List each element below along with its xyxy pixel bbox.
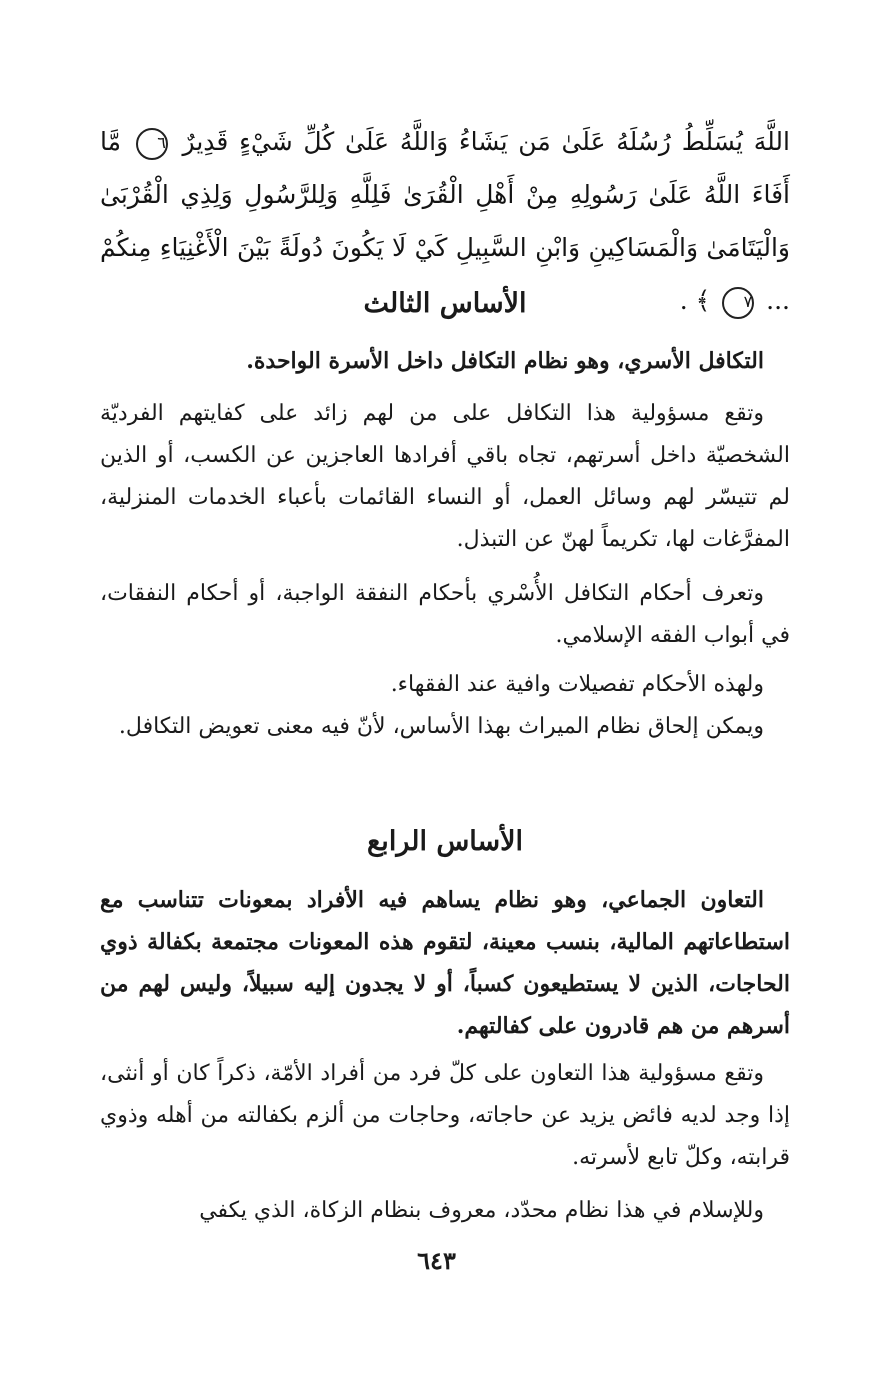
paragraph: وللإسلام في هذا نظام محدّد، معروف بنظام الزكاة، الذي يكفي: [199, 1198, 764, 1223]
verse-text-2: مَّا أَفَاءَ اللَّهُ عَلَىٰ رَسُولِهِ مِنْ أَهْلِ الْقُرَىٰ فَلِلَّهِ وَلِلرَّسُولِ وَلِذِي الْقُرْبَىٰ وَالْيَتَامَىٰ وَالْمَسَاكِينِ وَابْنِ السَّبِيلِ كَيْ لَا يَكُونَ دُولَةً بَيْنَ الْأَغْنِيَاءِ مِنكُمْ ...: [100, 127, 790, 315]
verse-text-1: اللَّهَ يُسَلِّطُ رُسُلَهُ عَلَىٰ مَن يَشَاءُ وَاللَّهُ عَلَىٰ كُلِّ شَيْءٍ قَدِيرٌ: [182, 127, 790, 156]
paragraph: ويمكن إلحاق نظام الميراث بهذا الأساس، لأنّ فيه معنى تعويض التكافل.: [118, 714, 764, 739]
paragraph: ولهذه الأحكام تفصيلات وافية عند الفقهاء.: [390, 672, 764, 697]
paragraph: وتعرف أحكام التكافل الأُسْري بأحكام النفقة الواجبة، أو أحكام النفقات، في أبواب الفقه الإسلامي.: [100, 581, 790, 648]
paragraph: وتقع مسؤولية هذا التكافل على من لهم زائد على كفايتهم الفرديّة الشخصيّة داخل أسرتهم، تجاه باقي أفرادها العاجزين عن الكسب، أو الذين لم تتيسّر لهم وسائل العمل، أو النساء القائمات بأعباء الخدمات المنزلية، المفرَّغات لها، تكريماً لهنّ عن التبذل.: [100, 401, 790, 552]
section-heading: الأساس الثالث: [363, 288, 527, 319]
section-intro: التعاون الجماعي، وهو نظام يساهم فيه الأفراد بمعونات تتناسب مع استطاعاتهم المالية، بنسب معينة، لتقوم هذه المعونات مجتمعة بكفالة ذوي الحاجات، الذين لا يستطيعون كسباً، أو لا يجدون إليه سبيلاً، وليس لهم من أسرهم من هم قادرون على كفالتهم.: [100, 887, 790, 1039]
page-number: ٦٤٣: [417, 1246, 456, 1275]
verse-number-marker: ٦: [136, 128, 168, 160]
paragraph: وتقع مسؤولية هذا التعاون على كلّ فرد من أفراد الأمّة، ذكراً كان أو أنثى، إذا وجد لديه فائض يزيد عن حاجاته، وحاجات من ألزم بكفالته من أهله وذوي قرابته، وكلّ تابع لأسرته.: [100, 1061, 790, 1170]
section-intro: التكافل الأسري، وهو نظام التكافل داخل الأسرة الواحدة.: [246, 348, 764, 374]
verse-end: ﴾ .: [679, 286, 711, 315]
section-heading: الأساس الرابع: [366, 826, 524, 857]
verse-number-marker: ٧: [722, 287, 754, 319]
